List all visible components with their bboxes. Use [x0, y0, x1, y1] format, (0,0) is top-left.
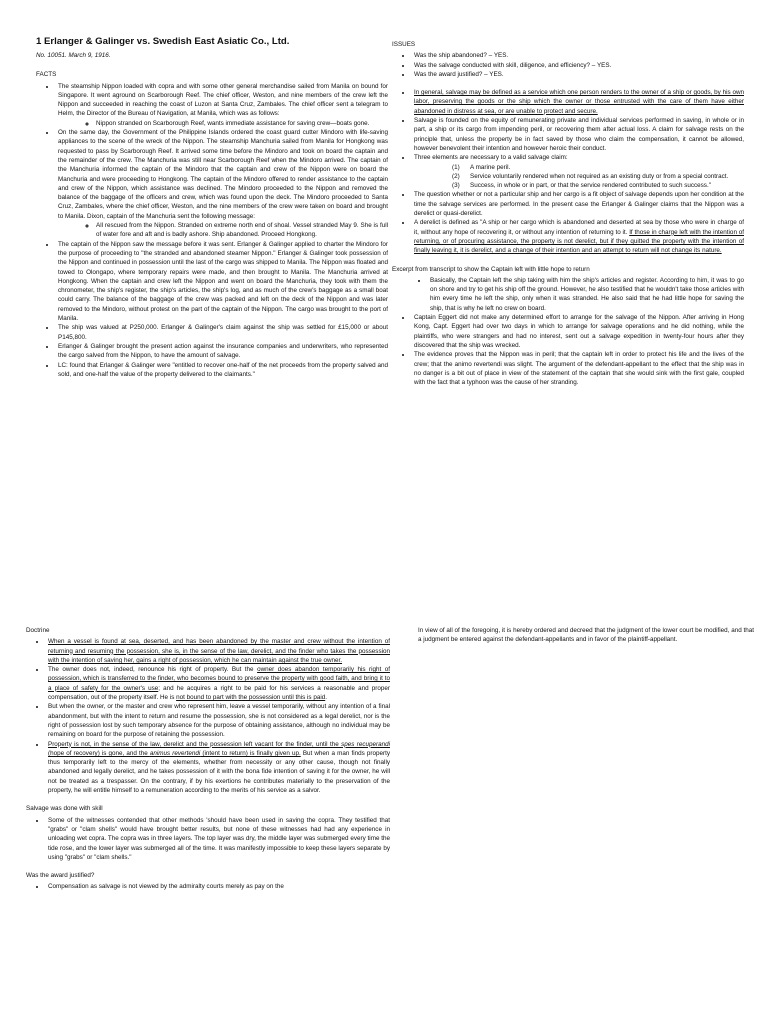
list-item: • The ship was valued at P250,000. Erlanger & Galinger's claim against the ship was settled for £15,000 or about P145,800.: [56, 323, 388, 342]
telegram-quote: ◦ Nippon stranded on Scarborough Reef, wants immediate assistance for saving crew—boats gone.: [96, 119, 388, 128]
list-item: • Erlanger & Galinger brought the present action against the insurance companies and underwriters, who represented the cargo salved from the Nippon, to have the amount of salvage.: [56, 342, 388, 361]
list-item: • Some of the witnesses contended that other methods 'should have been used in saving the copra. They testified that "grabs" or "clam shells" would have brought better results, but none of these witnesses had had any experience in unloading wet copra. The copra was in three layers. The top layer was dry, the middle layer was submerged every time the tide rose, and the lower layer was submerged all of the time. It was manifestly impossible to keep these layers separate by using "grabs" or "clam shells.": [46, 816, 390, 862]
award-heading: Was the award justified?: [26, 872, 95, 880]
list-item: • The captain of the Nippon saw the message before it was sent. Erlanger & Galinger applied to charter the Mindoro for the purpose of proceeding to "the stranded and abandoned steamer Nippon." Erlanger & Galinger took possession of the Nippon and continued in possession until the last of the cargo was shipped to Manila. The Nippon was floated and towed to Olongapo, where temporary repairs were made, and then brought to Manila. The Manchuria arrived at Hongkong. When the captain and crew left the Nippon and went on board the Manchuria, they took with them the chronometer, the ship's register, the ship's articles, the ship's log, and as much of the crew's baggage as a small boat could carry. The balance of the baggage of the crew was packed and left on the deck of the Nippon and was later removed to the Mindoro, without protest on the part of the captain of the Nippon. The cargo was brought to the port of Manila.: [56, 240, 388, 324]
dixon-message-quote: ◦ All rescued from the Nippon. Stranded on extreme north end of shoal. Vessel stranded May 9. She is full of water fore and aft and is badly ashore. Ship abandoned. Proceed Hongkong.: [96, 221, 388, 240]
issues-heading: ISSUES: [392, 41, 416, 48]
list-item: [412, 88, 744, 116]
list-item: • Basically, the Captain left the ship taking with him the ship's articles and register. According to him, it was to go on shore and try to get his ship off the ground. However, he also testified that he wouldn't take those articles with him every time he left the ship, only when it was stranded. He also said that he had little hope for saving the ship, that is why he left no crew on board.: [428, 276, 744, 313]
excerpt-list: [392, 276, 744, 313]
dispositive-paragraph: In view of all of the foregoing, it is hereby ordered and decreed that the judgment of the lower court be modified, and that a judgment be entered against the defendant-appellants and in favor of the plaintiff-appellant.: [418, 627, 754, 644]
list-item: • Was the ship abandoned? – YES.: [412, 51, 744, 60]
doctrine-heading: Doctrine: [26, 627, 50, 634]
facts-list: [36, 82, 388, 380]
list-item: • Was the salvage conducted with skill, diligence, and efficiency? – YES.: [412, 61, 744, 70]
page2-left-column: [26, 626, 390, 892]
skill-heading: Salvage was done with skill: [26, 805, 103, 813]
list-item: • Was the award justified? – YES.: [412, 70, 744, 79]
fact-text: The steamship Nippon loaded with copra and with some other general merchandise sailed from Manila on bound for Singapore. It went aground on Scarborough Reef. The chief officer, Weston, and nine members of the crew left the Nippon and succeeded in reaching the coast of Luzon at Santa Cruz, Zambales. The chief officer sent a telegram to Helm, the Director of the Bureau of Navigation, at Manila, which was as follows:: [58, 82, 388, 118]
excerpt-heading: Excerpt from transcript to show the Captain left with little hope to return: [392, 265, 590, 273]
salvage-definition: In general, salvage may be defined as a service which one person renders to the owner of a ship or goods, by his own labor, preserving the goods or the ship which the owner or those entrusted with the care of them have either abandoned in distress at sea, or are unable to protect and secure.: [414, 89, 744, 115]
list-item: • The owner does not, indeed, renounce his right of property. But the owner does abandon temporarily his right of possession, which is transferred to the finder, who becomes bound to preserve the property with good faith, and bring it to a place of safety for the owner's use; and he acquires a right to be paid for his services a reasonable and proper compensation, out of the property itself. He is not bound to part with the possession until this is paid.: [46, 665, 390, 702]
list-item: • When a vessel is found at sea, deserted, and has been abandoned by the master and crew without the intention of returning and resuming the possession, she is, in the sense of the law, derelict, and the finder who takes the possession with the intention of saving her, gains a right of possession, which he can maintain against the true owner.: [46, 637, 390, 665]
document-page-2: [0, 512, 768, 1024]
evaluation-list: [392, 313, 744, 387]
list-item: • Salvage is founded on the equity of remunerating private and individual services performed in saving, in whole or in part, a ship or its cargo from impending peril, or recovering them after actual loss. A claim for salvage rests on the principle that, unless the property be in fact saved by those who claim the compensation, it cannot be allowed, however benevolent their intention and however heroic their conduct.: [412, 116, 744, 153]
list-item: (1) A marine peril.: [452, 163, 511, 171]
list-item: • But when the owner, or the master and crew who represent him, leave a vessel temporarily, without any intention of a final abandonment, but with the intent to return and resume the possession, she is not considered as a legal derelict, nor is the right of possession lost by such temporary absence for the purpose of obtaining assistance, although no individual may be remaining on board for the purpose of retaining the possession.: [46, 702, 390, 739]
fact-text: On the same day, the Government of the Philippine Islands ordered the coast guard cutter Mindoro with life-saving appliances to the scene of the wreck of the Nippon. The steamship Manchuria sailed from Manila for Hongkong was requested to pass by Scarborough Reef. It arrived some time before the Mindoro and took on board the captain and the remainder of the crew. The Manchuria was still near Scarborough Reef when the Mindoro arrived. The captain of the Manchuria informed the captain of the Mindoro that the captain and crew of the Nippon were on board the Manchuria and were proceeding to Hongkong. The captain of the Mindoro offered to render assistance to the captain and crew of the Nippon, which assistance was declined. The Mindoro proceeded to the Nippon and removed the balance of the baggage of the officers and crew, which was found upon the deck. The Mindoro proceeded to Santa Cruz, Zambales, where the chief officer, Weston, and the nine members of the crew were taken on board and brought to Manila. Dixon, captain of the Manchuria sent the following message:: [58, 129, 388, 220]
list-item: • LC: found that Erlanger & Galinger were "entitled to recover one-half of the net proceeds from the property salved and sold, and one-half the value of the property delivered to the claimants.": [56, 361, 388, 380]
case-title: 1 Erlanger & Galinger vs. Swedish East Asiatic Co., Ltd.: [36, 36, 290, 47]
doctrine-list: [26, 637, 390, 795]
list-item: • The question whether or not a particular ship and her cargo is a fit object of salvage depends upon her condition at the time the salvage services are performed. In the present case the Erlanger & Galinger claims that the Nippon was a derelict or quasi-derelict.: [412, 190, 744, 218]
award-list: [26, 882, 390, 891]
case-citation: No. 10051. March 9, 1916.: [36, 52, 111, 59]
list-item: • Compensation as salvage is not viewed by the admiralty courts merely as pay on the: [46, 882, 390, 891]
elements-list: [414, 163, 744, 191]
list-item: (3) Success, in whole or in part, or that the service rendered contributed to such success.": [452, 182, 711, 190]
list-item: [56, 82, 388, 128]
list-item: • The evidence proves that the Nippon was in peril; that the captain left in order to protect his life and the lives of the crew; that the animo revertendi was slight. The argument of the defendant-appellant to the effect that the ship was in no danger is a bit out of place in view of the statement of the captain that she would sink with the first gale, coupled with the fact that a typhoon was the cause of her stranding.: [412, 350, 744, 387]
list-item: • A derelict is defined as "A ship or her cargo which is abandoned and deserted at sea by those who were in charge of it, without any hope of recovering it, or without any intention of returning to it. If those in charge left with the intention of returning, or of procuring assistance, the property is not derelict, but if they quitted the property with the intention of finally leaving it, it is derelict, and a change of their intention and an attempt to return will not change its nature.: [412, 218, 744, 255]
skill-list: [26, 816, 390, 862]
facts-heading: FACTS: [36, 71, 57, 79]
page2-right-column: [418, 626, 754, 645]
list-item: [412, 153, 744, 190]
list-item: • Captain Eggert did not make any determined effort to arrange for the salvage of the Nippon. After arriving in Hong Kong, Capt. Eggert had over two days in which to arrange for salvage operations and he did nothing, while the plaintiffs, who were strangers and had no interest, sent out a salvage expedition in twenty-four hours after they discovered that the ship was wrecked.: [412, 313, 744, 350]
page1-right-column: [392, 40, 744, 387]
list-item: [56, 128, 388, 240]
list-item: • Property is not, in the sense of the law, derelict and the possession left vacant for the finder, until the spes recuperandi (hope of recovery) is gone, and the animus revertendi (intent to return) is finally given up. But when a man finds property thus temporarily left to the mercy of the elements, whether from necessity or any other cause, though not finally abandoned and legally derelict, and he takes possession of it with the bona fide intention of saving it for the owner, he will not be treated as a trespasser. On the contrary, if by his exertions he contributes materially to the preservation of the property, he will entitle himself to a remuneration according to the merits of his service as a salvor.: [46, 740, 390, 796]
elements-intro: Three elements are necessary to a valid salvage claim:: [414, 154, 568, 162]
issues-list: [392, 51, 744, 79]
derelict-underlined: If those in charge left with the intention of returning, or of procuring assistance, the property is not derelict, but if they quitted the property with the intention of finally leaving it, it is derelict, and a change of their intention and an attempt to return will not change its nature.: [414, 228, 744, 255]
ruling-list: [392, 88, 744, 255]
page1-left-column: [36, 36, 388, 379]
list-item: (2) Service voluntarily rendered when not required as an existing duty or from a special contract.: [452, 172, 729, 180]
